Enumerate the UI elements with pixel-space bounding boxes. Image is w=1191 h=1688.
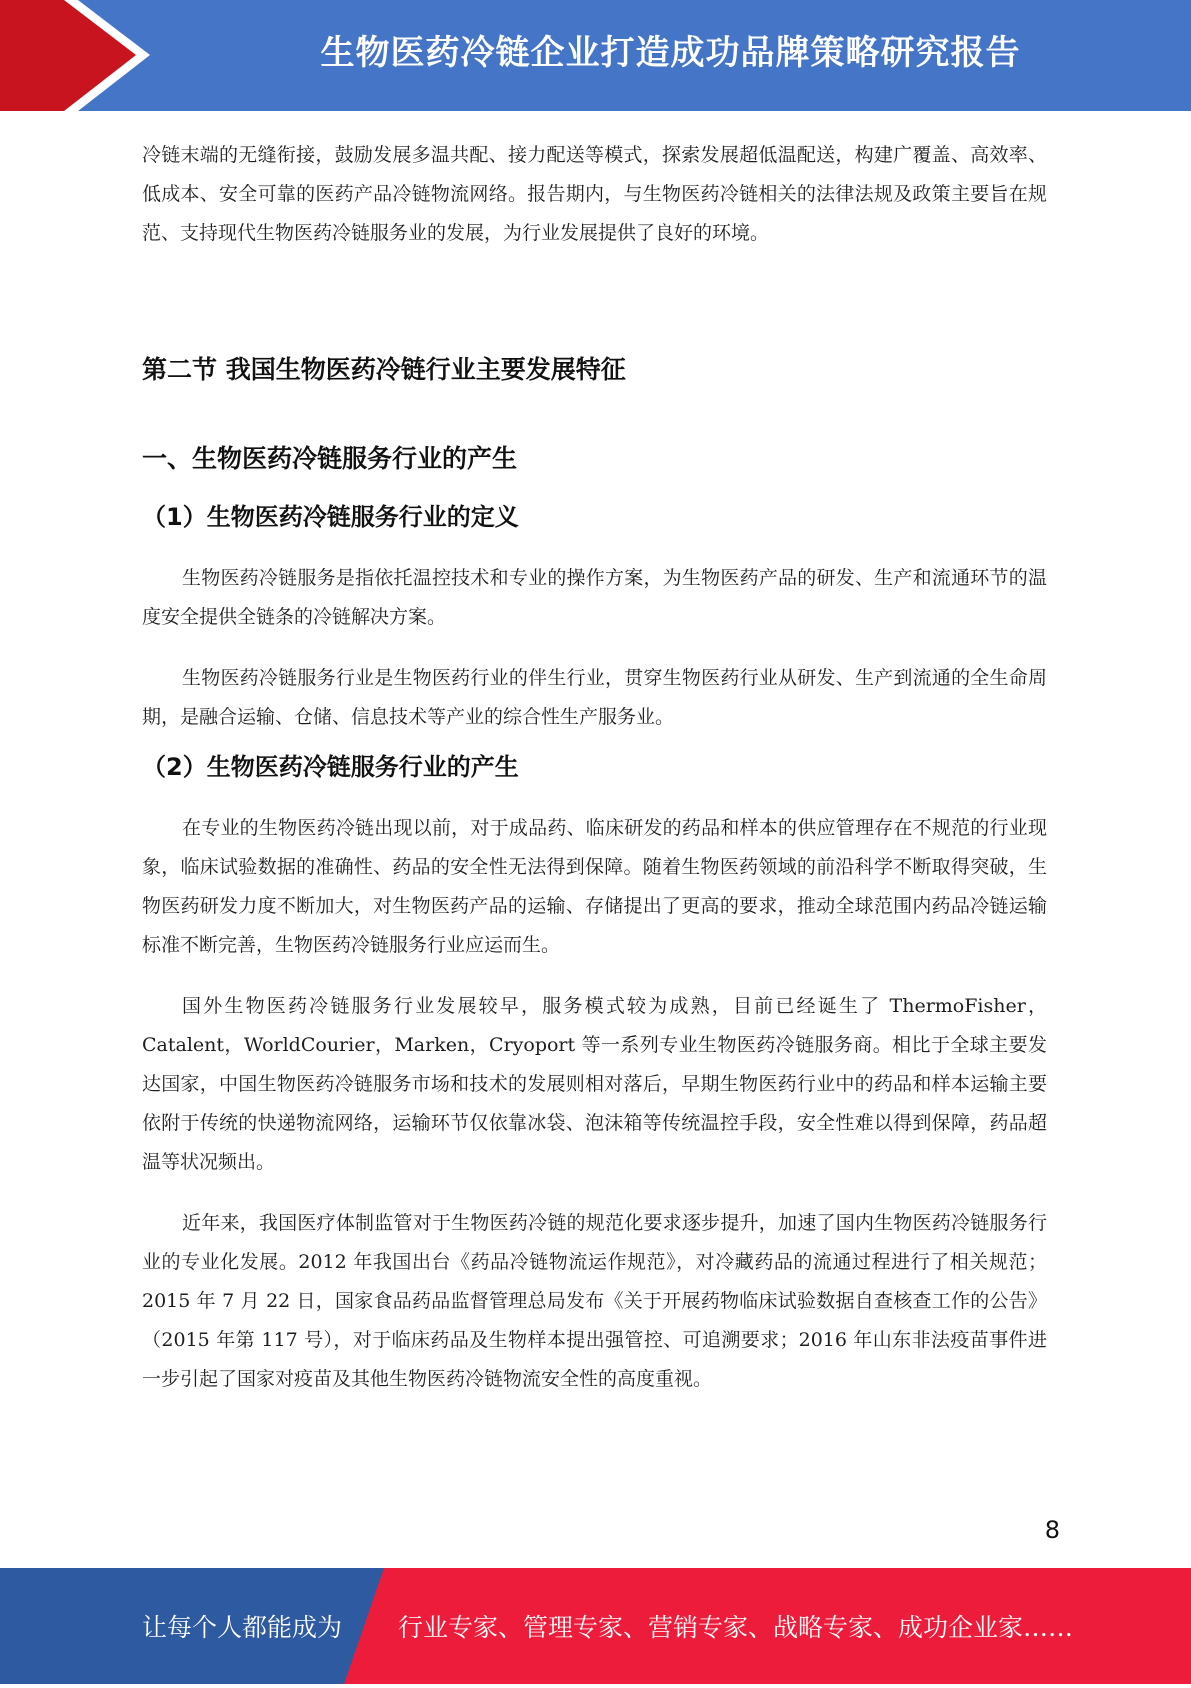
paragraph: 近年来，我国医疗体制监管对于生物医药冷链的规范化要求逐步提升，加速了国内生物医药冷链服务行业的专业化发展。2012 年我国出台《药品冷链物流运作规范》，对冷藏药品的流通过程进行了相关规范；2015 年 7 月 22 日，国家食品药品监督管理总局发布《关于开展药物临床试验数据自查核查工作的公告》（2015 年第 117 号），对于临床药品及生物样本提出强管控、可追溯要求；2016 年山东非法疫苗事件进一步引起了国家对疫苗及其他生物医药冷链物流安全性的高度重视。 bbox=[142, 1212, 1047, 1390]
subheading-origin: （2）生物医药冷链服务行业的产生 bbox=[142, 753, 519, 781]
intro-paragraph: 冷链末端的无缝衔接，鼓励发展多温共配、接力配送等模式，探索发展超低温配送，构建广覆盖、高效率、低成本、安全可靠的医药产品冷链物流网络。报告期内，与生物医药冷链相关的法律法规及政策主要旨在规范、支持现代生物医药冷链服务业的发展，为行业发展提供了良好的环境。 bbox=[142, 144, 1047, 244]
footer-slogan-left: 让每个人都能成为 bbox=[142, 1613, 343, 1642]
page-number: 8 bbox=[1044, 1516, 1060, 1544]
paragraph: 国外生物医药冷链服务行业发展较早，服务模式较为成熟，目前已经诞生了 ThermoFisher，Catalent，WorldCourier，Marken，Cryoport 等一系列专业生物医药冷链服务商。相比于全球主要发达国家，中国生物医药冷链服务市场和技术的发展则相对落后，早期生物医药行业中的药品和样本运输主要依附于传统的快递物流网络，运输环节仅依靠冰袋、泡沫箱等传统温控手段，安全性难以得到保障，药品超温等状况频出。 bbox=[142, 995, 1047, 1173]
section-title: 第二节 我国生物医药冷链行业主要发展特征 bbox=[142, 355, 626, 384]
page-header bbox=[0, 0, 1191, 111]
header-arrow-decoration bbox=[0, 0, 160, 111]
report-title: 生物医药冷链企业打造成功品牌策略研究报告 bbox=[320, 33, 1021, 73]
footer-slogan-right: 行业专家、管理专家、营销专家、战略专家、成功企业家…… bbox=[398, 1613, 1074, 1642]
paragraph: 在专业的生物医药冷链出现以前，对于成品药、临床研发的药品和样本的供应管理存在不规范的行业现象，临床试验数据的准确性、药品的安全性无法得到保障。随着生物医药领域的前沿科学不断取得突破，生物医药研发力度不断加大，对生物医药产品的运输、存储提出了更高的要求，推动全球范围内药品冷链运输标准不断完善，生物医药冷链服务行业应运而生。 bbox=[142, 817, 1047, 956]
paragraph: 生物医药冷链服务行业是生物医药行业的伴生行业，贯穿生物医药行业从研发、生产到流通的全生命周期，是融合运输、仓储、信息技术等产业的综合性生产服务业。 bbox=[142, 667, 1047, 728]
page-footer bbox=[0, 1568, 1191, 1684]
page-content bbox=[142, 126, 1047, 1399]
paragraph: 生物医药冷链服务是指依托温控技术和专业的操作方案，为生物医药产品的研发、生产和流通环节的温度安全提供全链条的冷链解决方案。 bbox=[142, 567, 1047, 628]
subheading-definition: （1）生物医药冷链服务行业的定义 bbox=[142, 503, 519, 531]
heading-level1: 一、生物医药冷链服务行业的产生 bbox=[142, 444, 518, 473]
